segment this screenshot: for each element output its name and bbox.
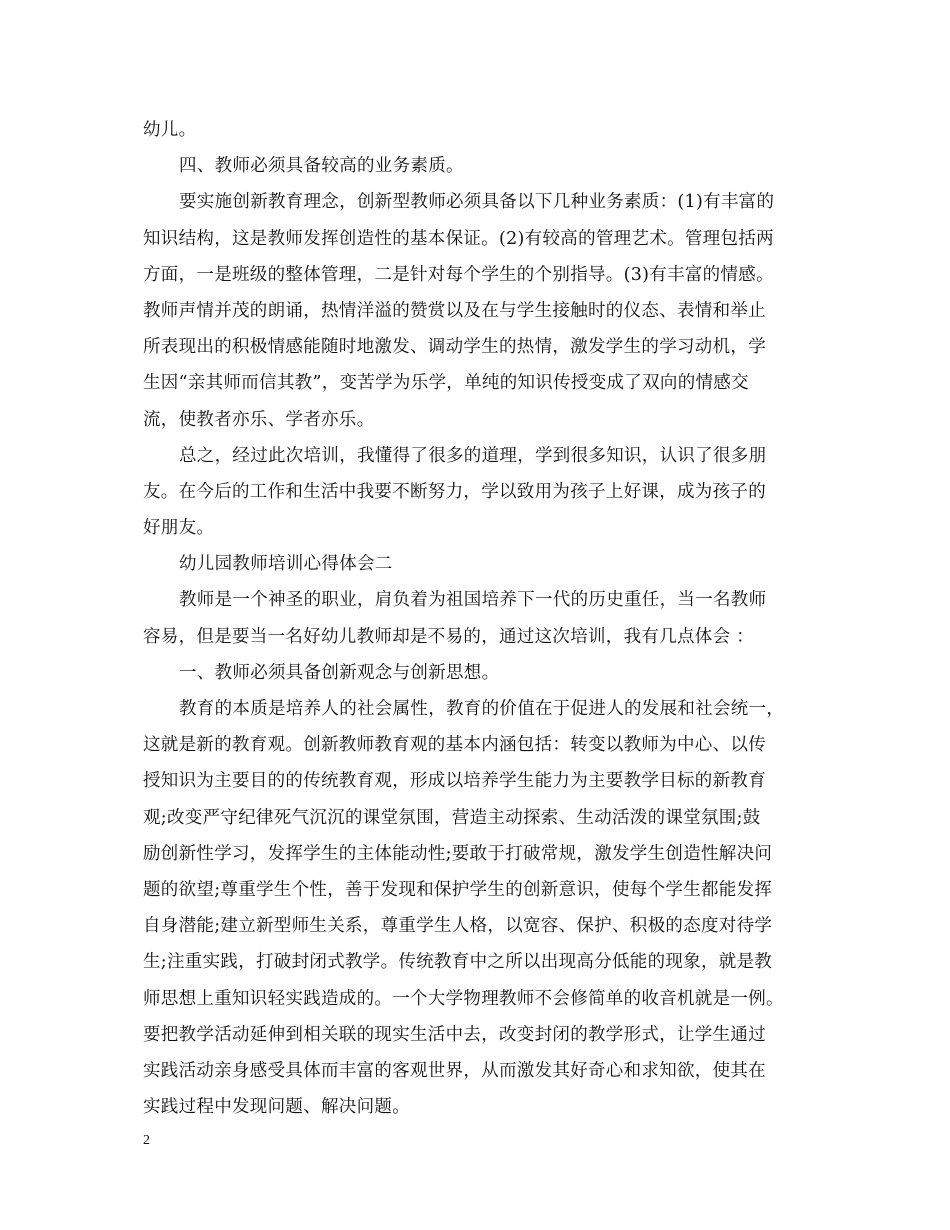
text-line: 流，使教者亦乐、学者亦乐。 bbox=[143, 409, 375, 430]
text-line: 实践过程中发现问题、解决问题。 bbox=[143, 1097, 410, 1118]
text-line: 教师声情并茂的朗诵，热情洋溢的赞赏以及在与学生接触时的仪态、表情和举止 bbox=[143, 300, 766, 321]
section-heading-4: 四、教师必须具备较高的业务素质。 bbox=[179, 156, 464, 177]
text-line: 要把教学活动延伸到相关联的现实生活中去，改变封闭的教学形式，让学生通过 bbox=[143, 1024, 766, 1045]
text-line: 知识结构，这是教师发挥创造性的基本保证。(2)有较高的管理艺术。管理包括两 bbox=[143, 228, 774, 249]
text-line: 好朋友。 bbox=[143, 518, 215, 539]
text-line: 所表现出的积极情感能随时地激发、调动学生的热情，激发学生的学习动机，学 bbox=[143, 337, 766, 358]
text-line: 方面，一是班级的整体管理，二是针对每个学生的个别指导。(3)有丰富的情感。 bbox=[143, 264, 774, 285]
text-line: 自身潜能;建立新型师生关系，尊重学生人格，以宽容、保护、积极的态度对待学 bbox=[143, 916, 773, 937]
text-line: 友。在今后的工作和生活中我要不断努力，学以致用为孩子上好课，成为孩子的 bbox=[143, 481, 766, 502]
text-line: 生;注重实践，打破封闭式教学。传统教育中之所以出现高分低能的现象，就是教 bbox=[143, 952, 773, 973]
text-line: 幼儿。 bbox=[143, 120, 197, 140]
text-line: 教师是一个神圣的职业，肩负着为祖国培养下一代的历史重任，当一名教师 bbox=[179, 590, 767, 611]
text-line: 容易，但是要当一名好幼儿教师却是不易的，通过这次培训，我有几点体会 ： bbox=[143, 626, 755, 647]
body-text bbox=[143, 112, 813, 1125]
text-line: 实践活动亲身感受具体而丰富的客观世界，从而激发其好奇心和求知欲，使其在 bbox=[143, 1060, 766, 1081]
text-line: 师思想上重知识轻实践造成的。一个大学物理教师不会修简单的收音机就是一例。 bbox=[143, 988, 784, 1009]
text-line: 生因“亲其师而信其教”，变苦学为乐学，单纯的知识传授变成了双向的情感交 bbox=[143, 373, 749, 394]
page-number: 2 bbox=[143, 1133, 150, 1148]
text-line: 观;改变严守纪律死气沉沉的课堂氛围，营造主动探索、生动活泼的课堂氛围;鼓 bbox=[143, 807, 761, 828]
text-line: 总之，经过此次培训，我懂得了很多的道理，学到很多知识，认识了很多朋 bbox=[179, 445, 767, 466]
text-line: 这就是新的教育观。创新教师教育观的基本内涵包括：转变以教师为中心、以传 bbox=[143, 735, 766, 756]
section-heading-1: 一、教师必须具备创新观念与创新思想。 bbox=[179, 662, 500, 683]
text-line: 题的欲望;尊重学生个性，善于发现和保护学生的创新意识，使每个学生都能发挥 bbox=[143, 879, 773, 900]
text-line: 教育的本质是培养人的社会属性，教育的价值在于促进人的发展和社会统一， bbox=[179, 699, 785, 719]
text-line: 励创新性学习，发挥学生的主体能动性;要敢于打破常规，激发学生创造性解决问 bbox=[143, 843, 773, 864]
article-subtitle: 幼儿园教师培训心得体会二 bbox=[179, 554, 393, 575]
text-line: 授知识为主要目的的传统教育观，形成以培养学生能力为主要教学目标的新教育 bbox=[143, 771, 766, 792]
text-line: 要实施创新教育理念，创新型教师必须具备以下几种业务素质：(1)有丰富的 bbox=[179, 192, 775, 213]
